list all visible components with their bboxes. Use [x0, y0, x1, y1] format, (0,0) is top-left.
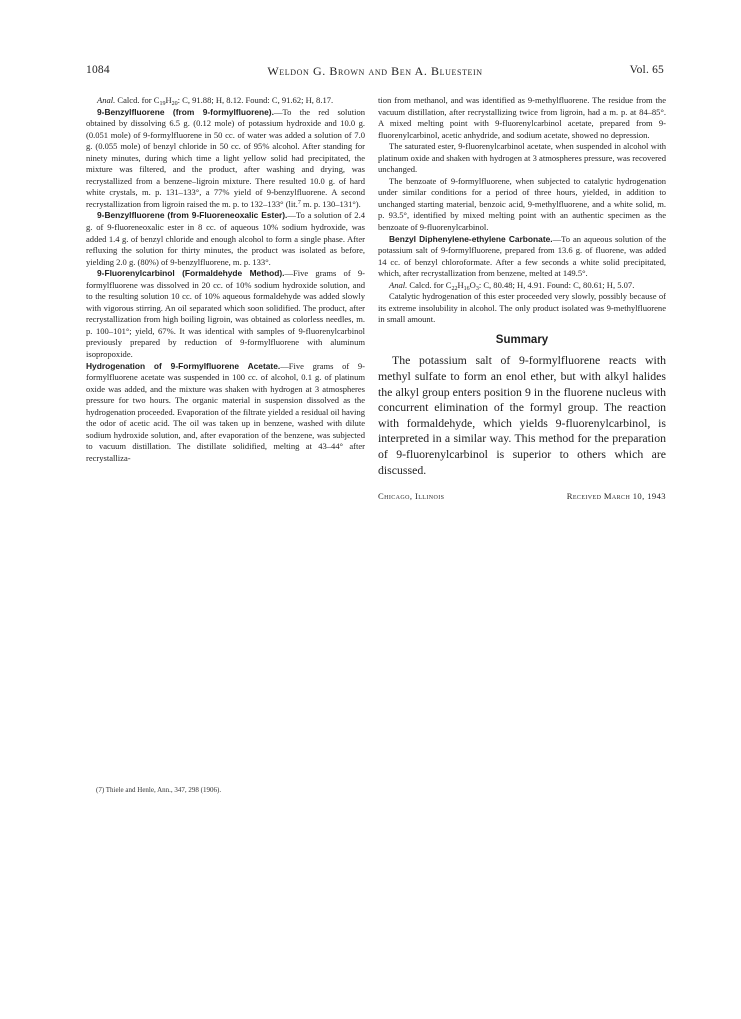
paragraph-catalytic-hydrogenation: Catalytic hydrogenation of this ester proceeded very slowly, possibly because of its extreme insolubility in alcohol. The only product isolated was 9-methylfluorene in small amount. [378, 291, 666, 325]
paragraph-benzoate: The benzoate of 9-formylfluorene, when subjected to catalytic hydrogenation under similar conditions for a period of three hours, yielded, in addition to unchanged starting material, benzoic acid, 9-methylfluorene, and a white solid, m. p. 93.5°, identified by mixed melting point with an authentic specimen as the benzoate of 9-fluorenylcarbinol. [378, 175, 666, 233]
paragraph-saturated-ester: The saturated ester, 9-fluorenylcarbinol acetate, when suspended in alcohol with platinum oxide and shaken with hydrogen at 3 atmospheres pressure, was recovered unchanged. [378, 141, 666, 175]
left-column [86, 95, 365, 465]
section-heading: Hydrogenation of 9-Formylfluorene Acetate. [86, 360, 281, 371]
volume-number: Vol. 65 [629, 64, 664, 76]
section-heading: 9-Benzylfluorene (from 9-Fluoreneoxalic Ester). [97, 210, 288, 221]
paragraph-hydrogenation-continued: tion from methanol, and was identified as 9-methylfluorene. The residue from the vacuum distillation, after recrystallizing twice from ligroin, had a m. p. at 84–85°. A mixed melting point with 9-fluorenylcarbinol acetate, prepared from 9-fluorenylcarbinol, acetic anhydride, and sodium acetate, showed no depression. [378, 95, 666, 140]
summary-text: The potassium salt of 9-formylfluorene reacts with methyl sulfate to form an enol ether, but with alkyl halides the alkyl group enters position 9 in the fluorene nucleus with concurrent elimination of the formyl group. The reaction with formaldehyde, which yields 9-fluorenylcarbinol, is interpreted in a similar way. This method for the preparation of 9-fluorenylcarbinol is superior to others which are discussed. [378, 353, 666, 477]
section-heading: 9-Benzylfluorene (from 9-formylfluorene). [97, 106, 274, 117]
running-header [86, 64, 664, 80]
location: Chicago, Illinois [378, 491, 445, 502]
paragraph-benzyl-carbonate: Benzyl Diphenylene-ethylene Carbonate.—To an aqueous solution of the potassium salt of 9-formylfluorene, prepared from 13.6 g. of fluorene, was added 14 cc. of benzyl chloroformate. After a few seconds a white solid precipitated, which, after recrystallization from benzene, melted at 149.5°. [378, 233, 666, 279]
section-heading: Benzyl Diphenylene-ethylene Carbonate. [389, 233, 553, 244]
received-line [378, 491, 666, 503]
footnote: (7) Thiele and Henle, Ann., 347, 298 (1906). [96, 786, 222, 794]
paragraph-fluorenylcarbinol: 9-Fluorenylcarbinol (Formaldehyde Method).—Five grams of 9-formylfluorene was dissolved in 20 cc. of 10% sodium hydroxide solution, and to the resulting solution 10 cc. of 10% aqueous formaldehyde was added slowly with vigorous stirring. An oil separated which soon solidified. The product, after recrystallization from high boiling ligroin, was obtained as colorless needles, m. p. 100–101°; yield, 67%. It was identical with samples of 9-fluorenylcarbinol previously prepared by reduction of 9-formylfluorene with aluminum isopropoxide. [86, 268, 366, 360]
running-title: Weldon G. Brown and Ben A. Bluestein [267, 64, 483, 78]
section-heading: 9-Fluorenylcarbinol (Formaldehyde Method). [97, 268, 285, 279]
paragraph-benzylfluorene-oxalic: 9-Benzylfluorene (from 9-Fluoreneoxalic Ester).—To a solution of 2.4 g. of 9-fluoreneoxalic ester in 8 cc. of aqueous 10% sodium hydroxide, was added 1.4 g. of benzyl chloride and enough alcohol to form a single phase. After refluxing the solution for thirty minutes, the product was isolated as before, yielding 2.0 g. (80%) of 9-benzylfluorene, m. p. 133°. [86, 210, 365, 267]
paragraph-hydrogenation: Hydrogenation of 9-Formylfluorene Acetate.—Five grams of 9-formylfluorene acetate was suspended in 100 cc. of alcohol, 0.1 g. of platinum oxide was added, and the mixture was shaken with hydrogen at 3 atmospheres pressure for two hours. The organic material in suspension dissolved as the hydrogenation proceeded. Evaporation of the filtrate yielded a residual oil having the odor of acetic acid. The oil was taken up in benzene, washed with dilute sodium hydroxide solution, and, after evaporation of the benzene, was subjected to vacuum distillation. The distillate solidified, melting at 43–44° after recrystalliza- [86, 360, 365, 463]
right-column [378, 95, 666, 503]
paragraph-benzylfluorene-formyl: 9-Benzylfluorene (from 9-formylfluorene).—To the red solution obtained by dissolving 6.5 g. (0.12 mole) of potassium hydroxide and 10.0 g. (0.051 mole) of 9-formylfluorene in 50 cc. of water was added a solution of 7.0 g. (0.055 mole) of benzyl chloride in 50 cc. of 95% alcohol. After standing for ninety minutes, during which time a light yellow solid had precipitated, the mixture was filtered, and the product, after washing and drying, was recrystallized from a benzene–ligroin mixture. There resulted 10.0 g. of hard white crystals, m. p. 131–133°, a 77% yield of 9-benzylfluorene. A second recrystallization from ligroin raised the m. p. to 132–133° (lit.$^7$ m. p. 130–131°). [86, 106, 365, 209]
analysis-line: Anal. Calcd. for $C_{19}H_{20}$: C, 91.88; H, 8.12. Found: C, 91.62; H, 8.17. [97, 95, 334, 107]
summary-section [378, 353, 666, 478]
page-number: 1084 [86, 64, 110, 76]
received-date: Received March 10, 1943 [566, 491, 666, 502]
analysis-line: Anal. Calcd. for $C_{22}H_{16}O_3$: C, 80.48; H, 4.91. Found: C, 80.61; H, 5.07. [389, 279, 635, 292]
summary-heading: Summary [495, 333, 549, 346]
